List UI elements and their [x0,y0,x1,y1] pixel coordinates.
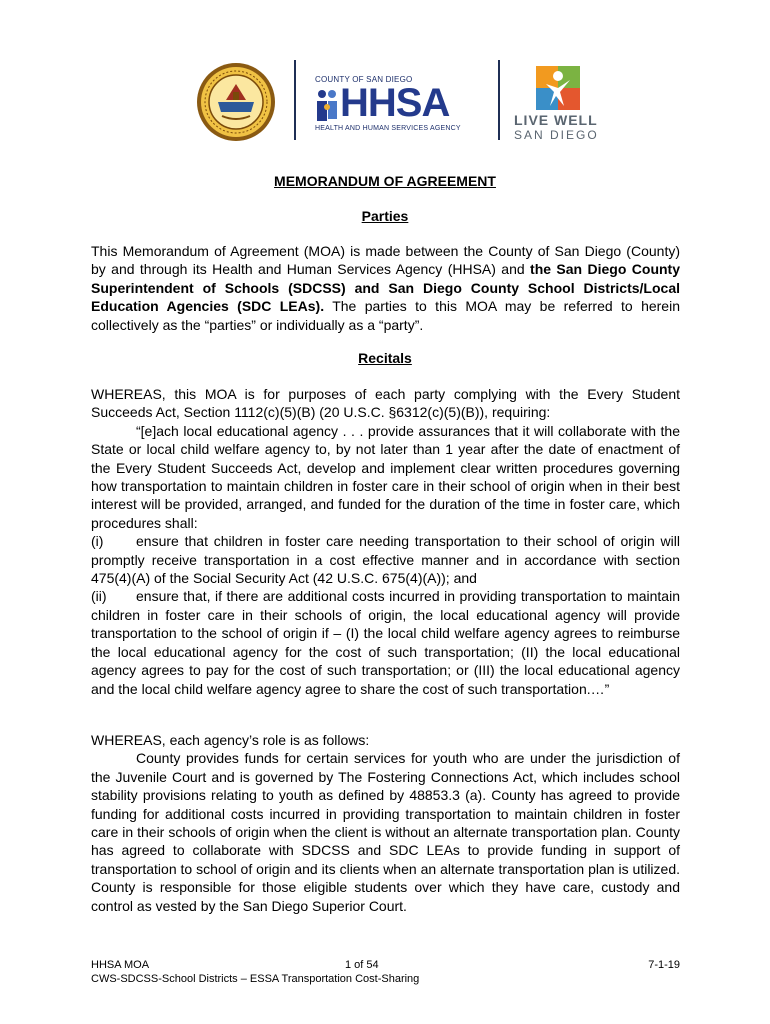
list-item-label: (ii) [91,588,107,605]
parties-text: This Memorandum of Agreement (MOA) is made between the County of San Diego (County) by and through its Health and Human Services Agency (HHSA) and [91,243,680,278]
whereas-statement: WHEREAS, each agency’s role is as follows: [91,732,370,748]
parties-paragraph [91,242,680,334]
parties-heading: Parties [361,208,409,224]
parties-text-end: The parties to this MOA may be referred to herein collectively as the “parties” or individually as a “party”. [91,298,680,333]
live-well-figure-icon [536,66,580,110]
recitals-paragraph [91,385,680,698]
header-divider [498,60,500,140]
recitals-heading: Recitals [358,350,412,366]
footer-date: 7-1-19 [648,959,680,971]
footer-doc-name: HHSA MOA [91,959,150,971]
whereas-statement: WHEREAS, this MOA is for purposes of each party complying with the Every Student Succeeds Act, Section 1112(c)(5)(B) (20 U.S.C. §6312(c)(5)(B)), requiring: [91,386,680,421]
list-item-text: ensure that children in foster care needing transportation to their school of origin will promptly receive transportation in a cost effective manner and in accordance with section 475(4)(A) of the Social Security Act (42 U.S.C. 675(4)(A)); and [91,533,680,587]
san-diego-text: SAN DIEGO [514,128,599,142]
footer-subtitle: CWS-SDCSS-School Districts – ESSA Transportation Cost-Sharing [91,973,420,985]
live-well-logo [512,66,604,146]
document-title: MEMORANDUM OF AGREEMENT [274,173,496,189]
list-item [91,532,680,587]
county-seal-icon [196,62,276,142]
header-divider [294,60,296,140]
hhsa-sub-text: HEALTH AND HUMAN SERVICES AGENCY [315,125,461,132]
county-role-text: County provides funds for certain services for youth who are under the jurisdiction of the Juvenile Court and is governed by The Fostering Connections Act, which includes school stability provisions relating to youth as defined by 48853.3 (a). County has agreed to provide funding for additional costs incurred in providing transportation to maintain children in foster care in their schools of origin when the client is without an alternate transportation plan. County has agreed to collaborate with SDCSS and SDC LEAs to provide funding in support of transportation to school of origin and its clients when an alternate transportation plan is utilized. County is responsible for those eligible students over which they have care, custody and control as vested by the San Diego Superior Court. [91,750,680,914]
list-item-label: (i) [91,533,104,550]
list-item-text: ensure that, if there are additional costs incurred in providing transportation to maintain children in foster care in their schools of origin, the local educational agency will provide transportation to the school of origin if – (I) the local child welfare agency agrees to reimburse the local educational agency for the cost of such transportation; (II) the local educational agency agrees to pay for the cost of such transportation; or (III) the local educational agency and the local child welfare agency agree to share the cost of such transportation.…” [91,588,680,697]
parties-bold-text: the San Diego County Superintendent of Schools (SDCSS) and San Diego County School Districts/Local Education Agencies (SDC LEAs). [91,261,680,315]
hhsa-county-text: COUNTY OF SAN DIEGO [315,75,413,84]
quoted-text: “[e]ach local educational agency . . . provide assurances that it will collaborate with the State or local child welfare agency to, by not later than 1 year after the date of enactment of the Every Student Succeeds Act, develop and implement clear written procedures governing how transportation to maintain children in foster care in their school of origin when in their best interest will be provided, arranged, and funded for the duration of the time in foster care, which procedures shall: [91,422,680,531]
hhsa-main-text: HHSA [340,81,450,125]
list-item [91,587,680,697]
footer-page-number: 1 of 54 [345,959,379,971]
hhsa-logo [310,75,486,135]
family-icon [314,87,340,123]
live-well-text: LIVE WELL [514,112,598,128]
agency-roles-paragraph [91,731,680,915]
